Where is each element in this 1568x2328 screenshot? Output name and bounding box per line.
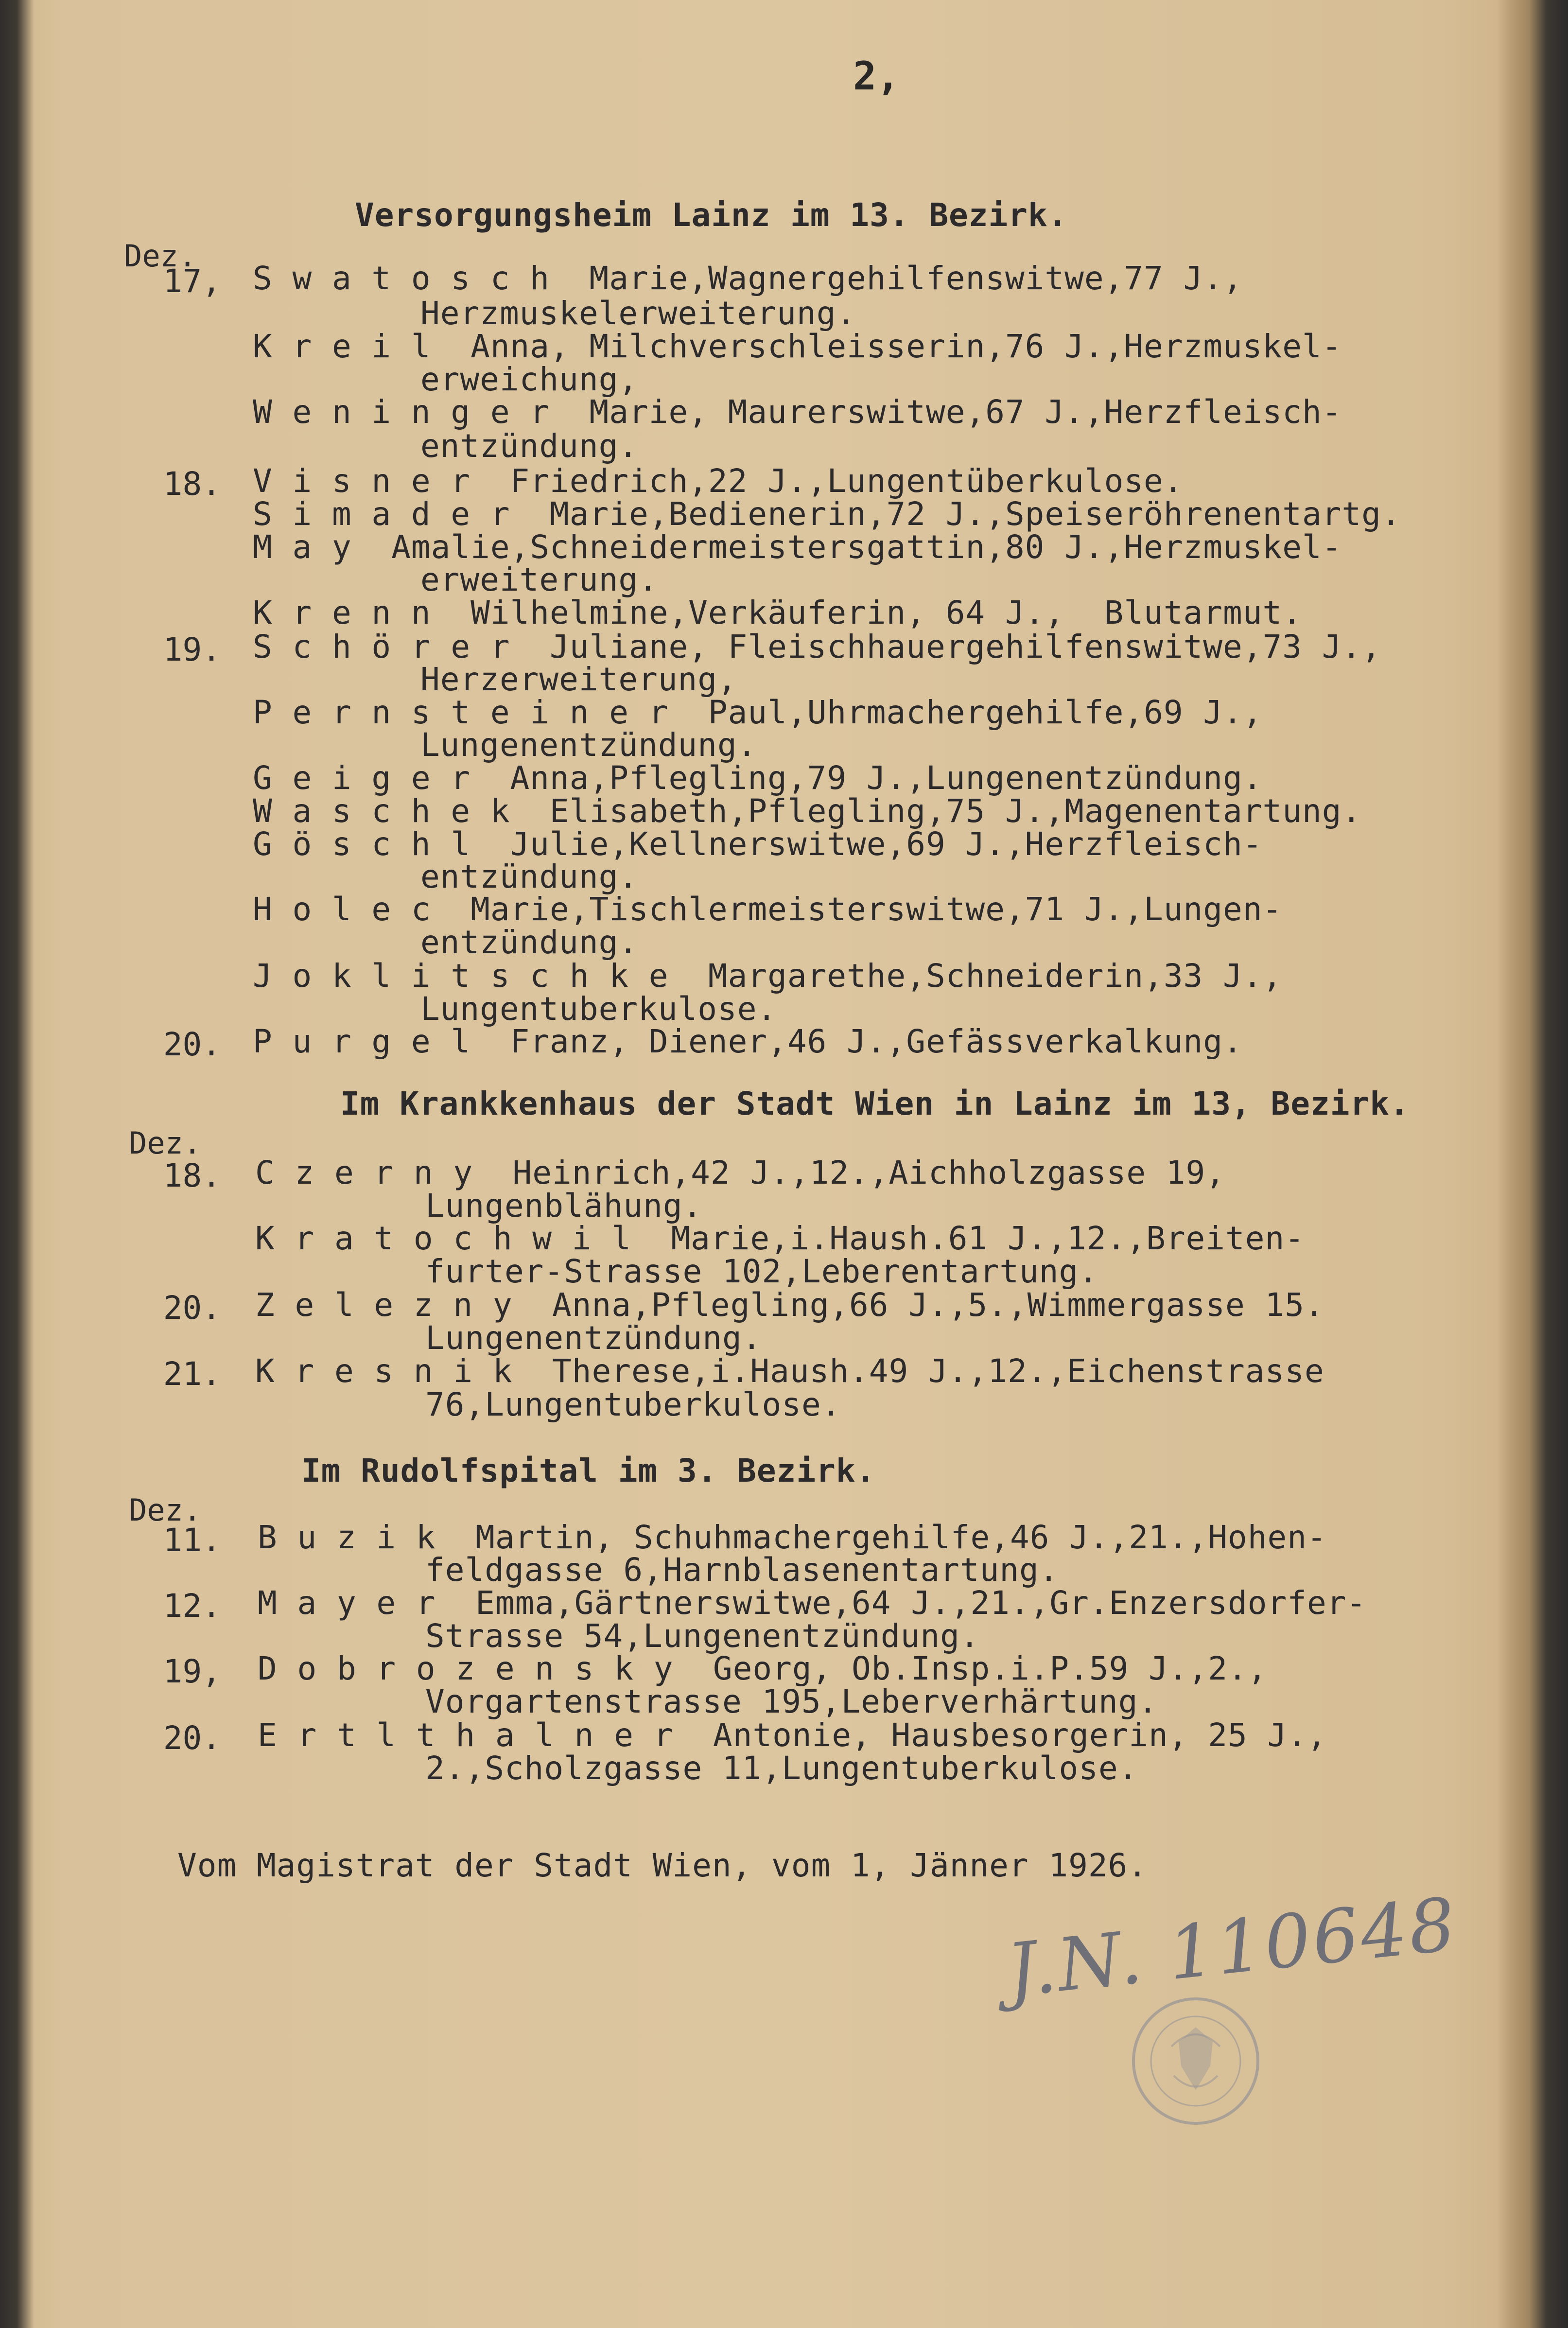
entry-line: B u z i k Martin, Schuhmachergehilfe,46 J.,21.,Hohen- <box>258 1519 1327 1556</box>
entry-line: G e i g e r Anna,Pflegling,79 J.,Lungenentzündung. <box>253 759 1263 797</box>
entry-line: C z e r n y Heinrich,42 J.,12.,Aichholzgasse 19, <box>255 1154 1226 1191</box>
entry-line: erweiterung. <box>420 561 658 598</box>
entry-line: Lungenentzündung. <box>425 1319 762 1357</box>
entry-line: Vorgartenstrasse 195,Leberverhärtung. <box>425 1683 1158 1720</box>
entry-line: 76,Lungentuberkulose. <box>425 1386 841 1423</box>
entry-line: K r e i l Anna, Milchverschleisserin,76 J.,Herzmuskel- <box>253 328 1342 365</box>
entry-line: Lungenentzündung. <box>420 726 757 764</box>
entry-day: 21. <box>163 1355 221 1393</box>
entry-day: 20. <box>163 1289 221 1327</box>
entry-line: W a s c h e k Elisabeth,Pflegling,75 J.,Magenentartung. <box>253 792 1362 830</box>
entry-day: 11. <box>163 1522 221 1559</box>
month-label: Dez. <box>129 1492 202 1528</box>
entry-line: P u r g e l Franz, Diener,46 J.,Gefässverkalkung. <box>253 1023 1243 1060</box>
entry-day: 19, <box>163 1653 221 1690</box>
entry-day: 20. <box>163 1026 221 1063</box>
entry-line: S w a t o s c h Marie,Wagnergehilfenswitwe,77 J., <box>253 260 1243 297</box>
entry-line: D o b r o z e n s k y Georg, Ob.Insp.i.P.59 J.,2., <box>258 1650 1268 1687</box>
entry-day: 17, <box>163 263 221 300</box>
entry-line: V i s n e r Friedrich,22 J.,Lungentüberkulose. <box>253 462 1184 500</box>
entry-line: entzündung. <box>420 924 639 961</box>
entry-line: K r a t o c h w i l Marie,i.Haush.61 J.,12.,Breiten- <box>255 1220 1305 1257</box>
entry-line: P e r n s t e i n e r Paul,Uhrmachergehilfe,69 J., <box>253 694 1263 731</box>
entry-day: 18. <box>163 1157 221 1194</box>
entry-line: entzündung. <box>420 427 639 465</box>
entry-line: Strasse 54,Lungenentzündung. <box>425 1617 980 1655</box>
entry-line: E r t l t h a l n e r Antonie, Hausbesorgerin, 25 J., <box>258 1716 1327 1754</box>
entry-day: 18. <box>163 465 221 503</box>
entry-line: H o l e c Marie,Tischlermeisterswitwe,71 J.,Lungen- <box>253 891 1283 928</box>
entry-line: J o k l i t s c h k e Margarethe,Schneiderin,33 J., <box>253 957 1283 995</box>
entry-line: S i m a d e r Marie,Bedienerin,72 J.,Speiseröhrenentartg. <box>253 495 1401 533</box>
closing-line: Vom Magistrat der Stadt Wien, vom 1, Jänner 1926. <box>177 1847 1148 1884</box>
entry-day: 20. <box>163 1719 221 1757</box>
entry-line: Z e l e z n y Anna,Pflegling,66 J.,5.,Wimmergasse 15. <box>255 1286 1324 1324</box>
entry-line: S c h ö r e r Juliane, Fleischhauergehilfenswitwe,73 J., <box>253 628 1381 665</box>
handwritten-archive-number: J.N. 110648 <box>1003 1882 1462 2014</box>
entry-line: K r e s n i k Therese,i.Haush.49 J.,12.,Eichenstrasse <box>255 1352 1324 1390</box>
entry-line: Lungentuberkulose. <box>420 990 777 1028</box>
entry-line: feldgasse 6,Harnblasenentartung. <box>425 1551 1059 1589</box>
entry-line: G ö s c h l Julie,Kellnerswitwe,69 J.,Herzfleisch- <box>253 825 1263 863</box>
page-number: 2, <box>853 53 900 99</box>
entry-line: W e n i n g e r Marie, Maurerswitwe,67 J.,Herzfleisch- <box>253 393 1342 431</box>
section-heading: Versorgungsheim Lainz im 13. Bezirk. <box>355 196 1068 234</box>
entry-line: entzündung. <box>420 858 639 895</box>
entry-line: K r e n n Wilhelmine,Verkäuferin, 64 J., Blutarmut. <box>253 594 1302 631</box>
entry-line: Herzerweiterung, <box>420 661 737 698</box>
entry-line: Lungenblähung. <box>425 1187 703 1225</box>
section-heading: Im Rudolfspital im 3. Bezirk. <box>301 1452 876 1489</box>
library-stamp-icon <box>1128 1993 1264 2129</box>
entry-line: furter-Strasse 102,Leberentartung. <box>425 1253 1099 1290</box>
month-label: Dez. <box>124 238 197 274</box>
section-heading: Im Krankkenhaus der Stadt Wien in Lainz im 13, Bezirk. <box>340 1085 1410 1122</box>
entry-line: Herzmuskelerweiterung. <box>420 295 856 332</box>
entry-line: 2.,Scholzgasse 11,Lungentuberkulose. <box>425 1750 1138 1787</box>
entry-line: M a y e r Emma,Gärtnerswitwe,64 J.,21.,Gr.Enzersdorfer- <box>258 1584 1367 1622</box>
month-label: Dez. <box>129 1125 202 1161</box>
entry-line: erweichung, <box>420 361 639 398</box>
entry-line: M a y Amalie,Schneidermeistersgattin,80 J.,Herzmuskel- <box>253 528 1342 566</box>
entry-day: 19. <box>163 631 221 668</box>
entry-day: 12. <box>163 1587 221 1625</box>
